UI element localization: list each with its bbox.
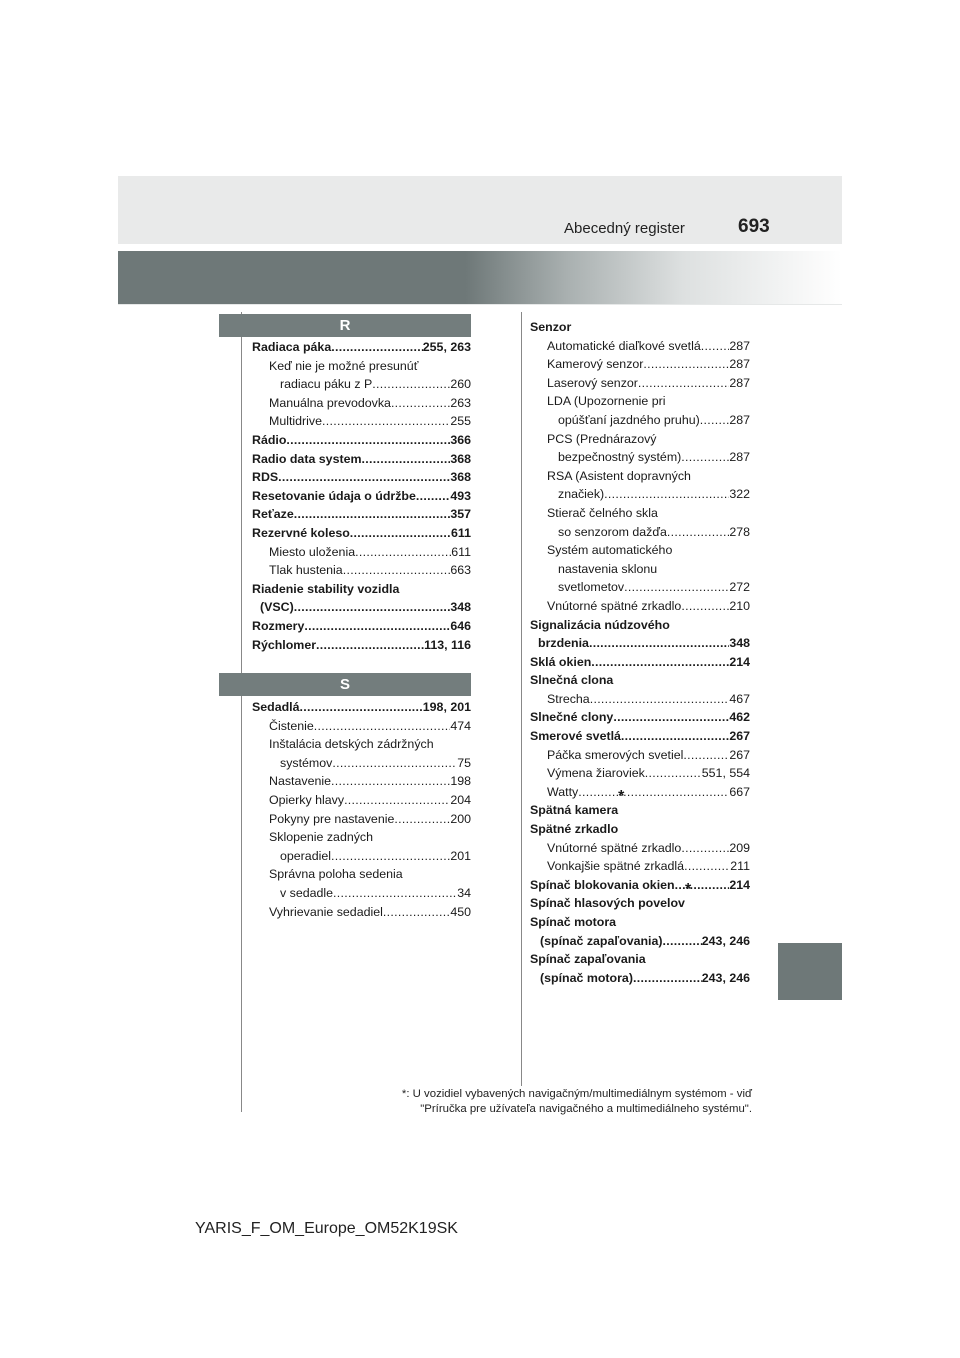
index-entry bbox=[530, 746, 750, 765]
dot-leader bbox=[675, 876, 730, 895]
index-entry bbox=[252, 338, 471, 357]
dot-leader bbox=[350, 524, 451, 543]
index-entry-term: Strecha bbox=[547, 691, 590, 706]
index-entry bbox=[252, 468, 471, 487]
index-entry-term: Vonkajšie spätné zrkadlá bbox=[547, 859, 685, 874]
dot-leader bbox=[383, 903, 450, 922]
index-entry-pages: 278 bbox=[729, 524, 750, 539]
dot-leader bbox=[624, 578, 729, 597]
index-entry bbox=[252, 810, 471, 829]
index-entry bbox=[530, 820, 750, 839]
index-entry-pages: 243, 246 bbox=[701, 933, 750, 948]
index-entry-term: Spínač hlasových povelov bbox=[530, 896, 685, 911]
index-entry-term: Signalizácia núdzového bbox=[530, 617, 670, 632]
dot-leader bbox=[331, 338, 423, 357]
document-code: YARIS_F_OM_Europe_OM52K19SK bbox=[195, 1220, 458, 1237]
index-entry bbox=[530, 727, 750, 746]
index-entry-term: Vnútorné spätné zrkadlo bbox=[547, 598, 682, 613]
index-entry-term: RDS bbox=[252, 470, 279, 485]
index-entry bbox=[252, 828, 471, 847]
index-entry-pages: 260 bbox=[450, 377, 471, 392]
dot-leader bbox=[633, 969, 702, 988]
index-entry bbox=[252, 772, 471, 791]
index-entry-term: Rýchlomer bbox=[252, 637, 317, 652]
index-entry-term: Keď nie je možné presunúť bbox=[269, 358, 419, 373]
index-entry bbox=[530, 578, 750, 597]
index-entry bbox=[252, 357, 471, 376]
index-entry-pages: 646 bbox=[450, 618, 471, 633]
index-entry-pages: 551, 554 bbox=[701, 766, 750, 781]
index-entry-pages: 611 bbox=[451, 544, 471, 559]
dot-leader bbox=[589, 634, 729, 653]
index-entry-term: Riadenie stability vozidla bbox=[252, 581, 400, 596]
index-entry bbox=[530, 411, 750, 430]
index-entry bbox=[530, 764, 750, 783]
index-entry-term: Resetovanie údaja o údržbe bbox=[252, 488, 416, 503]
dot-leader bbox=[645, 764, 702, 783]
dot-leader bbox=[681, 839, 729, 858]
dot-leader bbox=[667, 523, 729, 542]
index-entry bbox=[252, 375, 471, 394]
index-entry-pages: 75 bbox=[457, 755, 471, 770]
index-entry-pages: 366 bbox=[450, 432, 471, 447]
index-entry bbox=[530, 467, 750, 486]
page-number: 693 bbox=[738, 216, 770, 237]
index-entry bbox=[530, 913, 750, 932]
index-entry-pages: 474 bbox=[450, 718, 471, 733]
dot-leader bbox=[590, 690, 730, 709]
footnote bbox=[252, 1087, 752, 1117]
index-entry-term: bezpečnostný systém) bbox=[558, 450, 682, 465]
index-entry-pages: 348 bbox=[450, 600, 471, 615]
index-entry-pages: 357 bbox=[450, 507, 471, 522]
dot-leader bbox=[591, 653, 729, 672]
dot-leader bbox=[294, 505, 451, 524]
index-entry-pages: 462 bbox=[729, 710, 750, 725]
index-entry-pages: 201 bbox=[450, 848, 471, 863]
index-entry bbox=[252, 847, 471, 866]
index-entry-term: Spínač zapaľovania bbox=[530, 952, 646, 967]
dot-leader bbox=[700, 411, 730, 430]
index-entry-term: Kamerový senzor bbox=[547, 357, 644, 372]
index-entry-pages: 287 bbox=[729, 357, 750, 372]
dot-leader bbox=[394, 810, 450, 829]
dot-leader bbox=[701, 337, 730, 356]
index-entry-pages: 322 bbox=[729, 487, 750, 502]
dot-leader bbox=[681, 448, 729, 467]
dot-leader bbox=[300, 698, 423, 717]
index-entry-term: v sedadle bbox=[280, 885, 334, 900]
index-entry bbox=[252, 412, 471, 431]
index-entry bbox=[530, 634, 750, 653]
index-entry-term: Manuálna prevodovka bbox=[269, 395, 391, 410]
dot-leader bbox=[322, 412, 450, 431]
index-entry-term: (VSC) bbox=[260, 600, 294, 615]
dot-leader bbox=[621, 727, 729, 746]
left-column-rule bbox=[241, 312, 242, 1112]
index-entry-term: značiek) bbox=[558, 487, 605, 502]
index-entry-pages: 467 bbox=[729, 691, 750, 706]
index-entry bbox=[252, 598, 471, 617]
middle-column-rule bbox=[521, 312, 522, 1086]
dot-leader bbox=[604, 485, 729, 504]
index-entry bbox=[530, 616, 750, 635]
index-entry bbox=[252, 487, 471, 506]
dot-leader bbox=[372, 375, 450, 394]
dot-leader bbox=[391, 394, 450, 413]
dot-leader bbox=[683, 746, 729, 765]
index-entry bbox=[530, 430, 750, 449]
dot-leader bbox=[331, 847, 450, 866]
index-entry-term: Sklá okien bbox=[530, 654, 592, 669]
index-entry bbox=[530, 337, 750, 356]
dot-leader bbox=[416, 487, 450, 506]
dot-leader bbox=[355, 543, 451, 562]
index-entry-pages: 211 bbox=[730, 859, 750, 874]
index-entry-pages: 368 bbox=[450, 470, 471, 485]
index-entry bbox=[252, 431, 471, 450]
index-entry-pages: 214 bbox=[729, 654, 750, 669]
dot-leader bbox=[286, 431, 450, 450]
index-entry bbox=[530, 318, 750, 337]
dot-leader bbox=[294, 598, 451, 617]
index-entry-pages: 611 bbox=[451, 525, 471, 540]
index-entry bbox=[252, 791, 471, 810]
index-entry-term: RSA (Asistent dopravných bbox=[547, 468, 691, 483]
band-divider bbox=[118, 304, 842, 305]
index-entry-term: Tlak hustenia bbox=[269, 563, 343, 578]
index-entry-term: Rezervné koleso bbox=[252, 525, 350, 540]
index-entry-term: Laserový senzor bbox=[547, 375, 638, 390]
section-letter-s: S bbox=[219, 673, 471, 696]
index-entry-pages: 243, 246 bbox=[701, 970, 750, 985]
index-entry-pages: 113, 116 bbox=[424, 637, 471, 652]
index-entry-pages: 493 bbox=[450, 488, 471, 503]
index-list-s bbox=[252, 698, 471, 921]
index-entry-term: Rádio bbox=[252, 432, 287, 447]
index-entry-pages: 287 bbox=[729, 375, 750, 390]
index-entry bbox=[252, 543, 471, 562]
index-list-r bbox=[252, 338, 471, 654]
index-entry-term: Spínač motora bbox=[530, 915, 617, 929]
index-entry bbox=[530, 355, 750, 374]
index-entry-pages: 263 bbox=[450, 395, 471, 410]
section-thumb-tab bbox=[778, 943, 842, 1000]
index-entry-term: Inštalácia detských zádržných bbox=[269, 737, 434, 752]
index-entry bbox=[252, 617, 471, 636]
index-entry-term: Stierač čelného skla bbox=[547, 505, 658, 520]
index-entry-term: (spínač zapaľovania) bbox=[540, 933, 663, 948]
index-entry bbox=[252, 735, 471, 754]
index-entry-term: Systém automatického bbox=[547, 543, 673, 558]
index-entry-term: Vnútorné spätné zrkadlo bbox=[547, 840, 682, 855]
index-entry bbox=[530, 671, 750, 690]
footnote-line-2: "Príručka pre užívateľa navigačného a multimediálneho systému". bbox=[420, 1103, 752, 1115]
index-entry bbox=[530, 485, 750, 504]
index-entry-term: Spätná kamera bbox=[530, 803, 619, 818]
index-entry bbox=[530, 374, 750, 393]
index-entry-pages: 267 bbox=[729, 729, 750, 744]
index-entry-term: Sedadlá bbox=[252, 700, 300, 714]
dot-leader bbox=[331, 772, 450, 791]
index-entry bbox=[530, 969, 750, 988]
index-list-senzor bbox=[530, 318, 750, 987]
index-entry-term: LDA (Upozornenie pri bbox=[547, 394, 666, 409]
index-entry bbox=[252, 394, 471, 413]
page-title: Abecedný register bbox=[564, 220, 685, 237]
dot-leader bbox=[578, 783, 729, 802]
index-entry bbox=[252, 450, 471, 469]
dot-leader bbox=[314, 717, 451, 736]
footnote-star-marker: * bbox=[684, 881, 692, 899]
index-entry-term: svetlometov bbox=[558, 580, 625, 595]
dot-leader bbox=[344, 791, 450, 810]
index-entry bbox=[252, 884, 471, 903]
index-entry bbox=[530, 876, 750, 895]
index-entry-term: Reťaze bbox=[252, 507, 294, 522]
index-entry-pages: 204 bbox=[450, 792, 471, 807]
dot-leader bbox=[362, 450, 451, 469]
index-entry-term: Páčka smerových svetiel bbox=[547, 747, 684, 762]
index-entry bbox=[252, 717, 471, 736]
index-entry bbox=[252, 698, 471, 717]
footnote-line-1: *: U vozidiel vybavených navigačným/multimediálnym systémom - viď bbox=[401, 1088, 752, 1100]
gradient-band bbox=[118, 251, 842, 304]
index-entry-term: (spínač motora) bbox=[540, 970, 633, 985]
dot-leader bbox=[613, 708, 729, 727]
index-entry-pages: 255 bbox=[450, 414, 471, 429]
index-entry-term: Slnečné clony bbox=[530, 710, 614, 725]
index-entry-pages: 34 bbox=[457, 885, 471, 900]
index-entry bbox=[530, 504, 750, 523]
index-entry-pages: 450 bbox=[450, 904, 471, 919]
index-entry bbox=[530, 839, 750, 858]
index-entry bbox=[252, 636, 471, 655]
index-entry bbox=[530, 857, 750, 876]
index-entry bbox=[530, 560, 750, 579]
index-entry bbox=[530, 448, 750, 467]
index-entry bbox=[530, 392, 750, 411]
index-entry bbox=[252, 580, 471, 599]
index-entry-pages: 214 bbox=[729, 877, 750, 892]
dot-leader bbox=[333, 884, 457, 903]
index-entry-term: radiacu páku z P bbox=[280, 377, 373, 392]
dot-leader bbox=[304, 617, 450, 636]
dot-leader bbox=[663, 932, 702, 951]
dot-leader bbox=[681, 597, 729, 616]
index-entry bbox=[530, 708, 750, 727]
index-entry-term: Senzor bbox=[530, 320, 572, 334]
index-entry-term: Spínač blokovania okien bbox=[530, 877, 675, 892]
index-entry-term: Miesto uloženia bbox=[269, 544, 356, 559]
index-entry bbox=[530, 541, 750, 560]
index-entry-term: so senzorom dažďa bbox=[558, 524, 667, 539]
index-entry-term: brzdenia bbox=[538, 636, 589, 651]
index-entry bbox=[252, 505, 471, 524]
index-entry-term: opúšťaní jazdného pruhu) bbox=[558, 412, 700, 427]
footnote-star-marker: * bbox=[618, 788, 625, 806]
index-entry-term: Rozmery bbox=[252, 618, 305, 633]
index-entry-pages: 209 bbox=[729, 840, 750, 855]
index-entry-term: Spätné zrkadlo bbox=[530, 822, 619, 837]
index-entry-pages: 198, 201 bbox=[422, 700, 471, 714]
index-entry-term: systémov bbox=[280, 755, 333, 770]
index-entry-pages: 287 bbox=[729, 338, 750, 353]
index-entry-pages: 348 bbox=[729, 636, 750, 651]
index-entry bbox=[252, 524, 471, 543]
index-entry-term: Správna poloha sedenia bbox=[269, 867, 403, 882]
section-letter-r: R bbox=[219, 314, 471, 337]
index-entry-term: Nastavenie bbox=[269, 774, 331, 789]
dot-leader bbox=[316, 636, 424, 655]
index-entry-term: Čistenie bbox=[269, 718, 314, 733]
index-entry bbox=[530, 932, 750, 951]
index-entry-term: Radiaca páka bbox=[252, 340, 332, 354]
index-entry-pages: 663 bbox=[450, 563, 471, 578]
index-entry bbox=[252, 754, 471, 773]
index-entry-pages: 272 bbox=[729, 580, 750, 595]
dot-leader bbox=[684, 857, 730, 876]
index-entry-term: Slnečná clona bbox=[530, 673, 614, 688]
index-entry bbox=[530, 597, 750, 616]
header-band bbox=[118, 176, 842, 244]
index-entry-term: Automatické diaľkové svetlá bbox=[547, 338, 701, 353]
index-entry-pages: 210 bbox=[729, 598, 750, 613]
index-entry-term: PCS (Prednárazový bbox=[547, 431, 657, 446]
index-entry-pages: 198 bbox=[450, 774, 471, 789]
index-entry-term: nastavenia sklonu bbox=[558, 561, 658, 576]
index-entry bbox=[252, 865, 471, 884]
index-entry bbox=[252, 903, 471, 922]
index-entry-pages: 200 bbox=[450, 811, 471, 826]
index-entry-term: Sklopenie zadných bbox=[269, 830, 374, 845]
index-entry-term: Opierky hlavy bbox=[269, 792, 345, 807]
index-entry bbox=[530, 653, 750, 672]
index-entry-term: Watty bbox=[547, 784, 579, 799]
index-entry-term: Vyhrievanie sedadiel bbox=[269, 904, 383, 919]
dot-leader bbox=[278, 468, 450, 487]
index-entry-pages: 267 bbox=[729, 747, 750, 762]
index-entry bbox=[530, 523, 750, 542]
index-entry-pages: 287 bbox=[729, 412, 750, 427]
index-entry bbox=[530, 950, 750, 969]
index-entry-pages: 287 bbox=[729, 450, 750, 465]
index-entry-pages: 368 bbox=[450, 451, 471, 466]
dot-leader bbox=[643, 355, 729, 374]
dot-leader bbox=[332, 754, 457, 773]
index-entry-pages: 667 bbox=[729, 784, 750, 799]
index-entry-term: Výmena žiaroviek bbox=[547, 766, 645, 781]
index-entry-pages: 255, 263 bbox=[422, 340, 471, 354]
index-entry-term: Radio data system bbox=[252, 451, 362, 466]
index-entry-term: Smerové svetlá bbox=[530, 729, 621, 744]
index-entry-term: Pokyny pre nastavenie bbox=[269, 811, 395, 826]
dot-leader bbox=[638, 374, 729, 393]
dot-leader bbox=[343, 561, 451, 580]
index-entry bbox=[530, 690, 750, 709]
index-entry bbox=[530, 783, 750, 802]
index-entry bbox=[252, 561, 471, 580]
index-entry-term: operadiel bbox=[280, 848, 331, 863]
index-entry-term: Multidrive bbox=[269, 414, 323, 429]
